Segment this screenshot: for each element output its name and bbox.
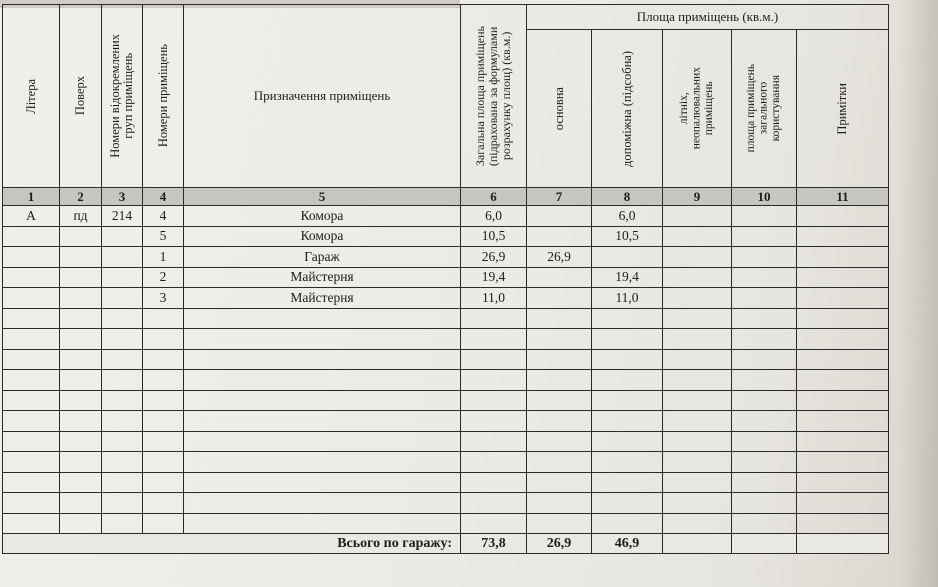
cell-litera xyxy=(3,513,60,534)
cell-aux-area xyxy=(592,390,663,411)
total-label: Всього по гаражу: xyxy=(3,534,461,554)
header-room-numbers xyxy=(143,5,184,188)
cell-notes xyxy=(797,513,889,534)
cell-aux-area xyxy=(592,513,663,534)
cell-group xyxy=(102,452,143,473)
cell-floor xyxy=(60,513,102,534)
cell-summer-area xyxy=(663,513,732,534)
cell-purpose xyxy=(184,431,461,452)
cell-purpose xyxy=(184,513,461,534)
cell-common-area xyxy=(732,226,797,247)
cell-main-area xyxy=(527,288,592,309)
cell-litera xyxy=(3,349,60,370)
cell-purpose xyxy=(184,411,461,432)
cell-total-area xyxy=(461,431,527,452)
cell-group xyxy=(102,226,143,247)
header-aux-area-text: допоміжна (підсобна) xyxy=(619,50,634,167)
cell-purpose xyxy=(184,329,461,350)
cell-purpose xyxy=(184,493,461,514)
cell-aux-area xyxy=(592,329,663,350)
cell-aux-area: 10,5 xyxy=(592,226,663,247)
cell-main-area xyxy=(527,411,592,432)
cell-main-area xyxy=(527,431,592,452)
header-main-area xyxy=(527,30,592,188)
cell-litera xyxy=(3,431,60,452)
cell-main-area xyxy=(527,308,592,329)
cell-aux-area xyxy=(592,308,663,329)
cell-purpose: Майстерня xyxy=(184,288,461,309)
cell-aux-area xyxy=(592,493,663,514)
cell-group xyxy=(102,370,143,391)
cell-room-number xyxy=(143,472,184,493)
cell-notes xyxy=(797,226,889,247)
cell-aux-area: 11,0 xyxy=(592,288,663,309)
cell-common-area xyxy=(732,493,797,514)
cell-purpose: Комора xyxy=(184,206,461,227)
column-number-row xyxy=(3,188,889,206)
cell-litera xyxy=(3,329,60,350)
cell-purpose xyxy=(184,349,461,370)
cell-litera xyxy=(3,267,60,288)
cell-total-area xyxy=(461,390,527,411)
header-main-area-text: основна xyxy=(551,86,566,131)
cell-summer-area xyxy=(663,206,732,227)
cell-main-area xyxy=(527,267,592,288)
table-row xyxy=(3,411,889,432)
total-notes-value xyxy=(797,534,889,554)
header-litera xyxy=(3,5,60,188)
cell-group xyxy=(102,390,143,411)
col-number: 1 xyxy=(3,188,60,206)
cell-room-number xyxy=(143,308,184,329)
cell-purpose xyxy=(184,390,461,411)
table-row xyxy=(3,349,889,370)
cell-common-area xyxy=(732,349,797,370)
cell-litera xyxy=(3,247,60,268)
cell-notes xyxy=(797,370,889,391)
paper-edge-shadow xyxy=(898,0,938,587)
cell-total-area xyxy=(461,329,527,350)
cell-main-area xyxy=(527,472,592,493)
total-row xyxy=(3,534,889,554)
cell-floor xyxy=(60,267,102,288)
cell-common-area xyxy=(732,390,797,411)
cell-total-area: 19,4 xyxy=(461,267,527,288)
col-number: 6 xyxy=(461,188,527,206)
table-row xyxy=(3,513,889,534)
header-summer-area xyxy=(663,30,732,188)
total-summer-value xyxy=(663,534,732,554)
cell-litera xyxy=(3,390,60,411)
table-row xyxy=(3,493,889,514)
cell-common-area xyxy=(732,370,797,391)
cell-notes xyxy=(797,308,889,329)
cell-room-number xyxy=(143,370,184,391)
cell-summer-area xyxy=(663,431,732,452)
cell-notes xyxy=(797,411,889,432)
cell-main-area xyxy=(527,390,592,411)
cell-floor: пд xyxy=(60,206,102,227)
cell-aux-area: 6,0 xyxy=(592,206,663,227)
cell-notes xyxy=(797,349,889,370)
cell-floor xyxy=(60,390,102,411)
cell-summer-area xyxy=(663,452,732,473)
header-notes xyxy=(797,30,889,188)
col-number: 10 xyxy=(732,188,797,206)
cell-main-area xyxy=(527,329,592,350)
cell-summer-area xyxy=(663,390,732,411)
header-total-area-text: Загальна площа приміщень (підрахована за формулами розрахунку площ) (кв.м.) xyxy=(473,25,513,167)
cell-summer-area xyxy=(663,472,732,493)
cell-aux-area xyxy=(592,452,663,473)
cell-floor xyxy=(60,472,102,493)
header-purpose: Призначення приміщень xyxy=(184,5,461,188)
cell-main-area xyxy=(527,226,592,247)
cell-common-area xyxy=(732,329,797,350)
cell-litera xyxy=(3,493,60,514)
cell-group xyxy=(102,513,143,534)
cell-main-area xyxy=(527,206,592,227)
col-number: 3 xyxy=(102,188,143,206)
cell-total-area: 11,0 xyxy=(461,288,527,309)
cell-floor xyxy=(60,226,102,247)
cell-notes xyxy=(797,329,889,350)
col-number: 7 xyxy=(527,188,592,206)
header-area-group: Площа приміщень (кв.м.) xyxy=(527,5,889,30)
cell-main-area xyxy=(527,493,592,514)
header-aux-area xyxy=(592,30,663,188)
table-row xyxy=(3,390,889,411)
cell-common-area xyxy=(732,411,797,432)
col-number: 2 xyxy=(60,188,102,206)
cell-group xyxy=(102,288,143,309)
cell-notes xyxy=(797,493,889,514)
cell-room-number: 5 xyxy=(143,226,184,247)
col-number: 5 xyxy=(184,188,461,206)
cell-floor xyxy=(60,411,102,432)
cell-purpose: Комора xyxy=(184,226,461,247)
total-aux-value: 46,9 xyxy=(592,534,663,554)
cell-aux-area xyxy=(592,247,663,268)
cell-group xyxy=(102,493,143,514)
cell-main-area xyxy=(527,370,592,391)
header-common-area xyxy=(732,30,797,188)
cell-common-area xyxy=(732,452,797,473)
header-floor-text: Поверх xyxy=(73,76,87,116)
cell-group xyxy=(102,411,143,432)
cell-notes xyxy=(797,267,889,288)
table-row xyxy=(3,370,889,391)
cell-total-area xyxy=(461,308,527,329)
header-group-numbers xyxy=(102,5,143,188)
cell-room-number xyxy=(143,329,184,350)
cell-aux-area xyxy=(592,472,663,493)
cell-main-area: 26,9 xyxy=(527,247,592,268)
cell-total-area: 6,0 xyxy=(461,206,527,227)
cell-purpose: Гараж xyxy=(184,247,461,268)
cell-common-area xyxy=(732,247,797,268)
header-row-top xyxy=(3,5,889,30)
cell-notes xyxy=(797,390,889,411)
cell-group xyxy=(102,267,143,288)
cell-room-number xyxy=(143,390,184,411)
header-group-numbers-text: Номери відокремлених груп приміщень xyxy=(108,34,135,158)
table-row xyxy=(3,431,889,452)
cell-common-area xyxy=(732,308,797,329)
cell-total-area: 10,5 xyxy=(461,226,527,247)
cell-summer-area xyxy=(663,329,732,350)
cell-litera xyxy=(3,411,60,432)
cell-group xyxy=(102,308,143,329)
cell-common-area xyxy=(732,206,797,227)
cell-summer-area xyxy=(663,267,732,288)
cell-litera xyxy=(3,452,60,473)
table-row xyxy=(3,206,889,227)
table-row xyxy=(3,267,889,288)
col-number: 8 xyxy=(592,188,663,206)
cell-floor xyxy=(60,349,102,370)
col-number: 11 xyxy=(797,188,889,206)
table-row xyxy=(3,452,889,473)
cell-aux-area xyxy=(592,370,663,391)
cell-room-number: 4 xyxy=(143,206,184,227)
table-row xyxy=(3,288,889,309)
cell-room-number: 3 xyxy=(143,288,184,309)
cell-total-area xyxy=(461,513,527,534)
cell-litera xyxy=(3,472,60,493)
cell-litera xyxy=(3,288,60,309)
cell-summer-area xyxy=(663,288,732,309)
table-body xyxy=(3,188,889,534)
cell-summer-area xyxy=(663,349,732,370)
table-row xyxy=(3,226,889,247)
cell-litera xyxy=(3,226,60,247)
cell-total-area xyxy=(461,411,527,432)
cell-floor xyxy=(60,288,102,309)
cell-aux-area: 19,4 xyxy=(592,267,663,288)
cell-common-area xyxy=(732,288,797,309)
cell-floor xyxy=(60,431,102,452)
cell-room-number xyxy=(143,431,184,452)
cell-room-number xyxy=(143,349,184,370)
header-total-area xyxy=(461,5,527,188)
cell-total-area xyxy=(461,370,527,391)
header-common-area-text: площа приміщень загального користування xyxy=(745,64,783,153)
cell-notes xyxy=(797,247,889,268)
cell-litera xyxy=(3,370,60,391)
col-number: 4 xyxy=(143,188,184,206)
table-row xyxy=(3,329,889,350)
cell-purpose xyxy=(184,370,461,391)
cell-common-area xyxy=(732,431,797,452)
cell-group xyxy=(102,247,143,268)
cell-common-area xyxy=(732,513,797,534)
cell-floor xyxy=(60,493,102,514)
cell-aux-area xyxy=(592,431,663,452)
table-row xyxy=(3,472,889,493)
cell-summer-area xyxy=(663,308,732,329)
cell-purpose xyxy=(184,472,461,493)
header-notes-text: Примітки xyxy=(835,82,849,135)
cell-purpose xyxy=(184,452,461,473)
cell-room-number: 1 xyxy=(143,247,184,268)
cell-summer-area xyxy=(663,370,732,391)
cell-floor xyxy=(60,329,102,350)
cell-main-area xyxy=(527,349,592,370)
cell-main-area xyxy=(527,452,592,473)
header-litera-text: Літера xyxy=(23,78,38,114)
cell-room-number xyxy=(143,411,184,432)
cell-room-number: 2 xyxy=(143,267,184,288)
cell-notes xyxy=(797,431,889,452)
cell-group xyxy=(102,472,143,493)
cell-floor xyxy=(60,452,102,473)
cell-common-area xyxy=(732,472,797,493)
cell-notes xyxy=(797,452,889,473)
cell-summer-area xyxy=(663,411,732,432)
cell-notes xyxy=(797,472,889,493)
cell-floor xyxy=(60,370,102,391)
header-room-numbers-text: Номери приміщень xyxy=(155,44,170,148)
cell-summer-area xyxy=(663,493,732,514)
cell-aux-area xyxy=(592,411,663,432)
cell-room-number xyxy=(143,452,184,473)
cell-floor xyxy=(60,247,102,268)
cell-group xyxy=(102,329,143,350)
cell-total-area: 26,9 xyxy=(461,247,527,268)
cell-room-number xyxy=(143,513,184,534)
cell-notes xyxy=(797,206,889,227)
cell-purpose: Майстерня xyxy=(184,267,461,288)
header-summer-area-text: літніх, неопалювальних приміщень xyxy=(678,67,716,150)
table-row xyxy=(3,247,889,268)
cell-notes xyxy=(797,288,889,309)
header-floor xyxy=(60,5,102,188)
total-area-value: 73,8 xyxy=(461,534,527,554)
cell-group xyxy=(102,349,143,370)
cell-group xyxy=(102,431,143,452)
cell-summer-area xyxy=(663,247,732,268)
cell-total-area xyxy=(461,349,527,370)
cell-litera: А xyxy=(3,206,60,227)
cell-total-area xyxy=(461,493,527,514)
cell-litera xyxy=(3,308,60,329)
cell-aux-area xyxy=(592,349,663,370)
total-main-value: 26,9 xyxy=(527,534,592,554)
cell-total-area xyxy=(461,472,527,493)
col-number: 9 xyxy=(663,188,732,206)
premises-register-table xyxy=(2,4,889,554)
cell-common-area xyxy=(732,267,797,288)
cell-summer-area xyxy=(663,226,732,247)
cell-floor xyxy=(60,308,102,329)
table-row xyxy=(3,308,889,329)
total-common-value xyxy=(732,534,797,554)
cell-total-area xyxy=(461,452,527,473)
cell-main-area xyxy=(527,513,592,534)
cell-room-number xyxy=(143,493,184,514)
cell-purpose xyxy=(184,308,461,329)
cell-group: 214 xyxy=(102,206,143,227)
